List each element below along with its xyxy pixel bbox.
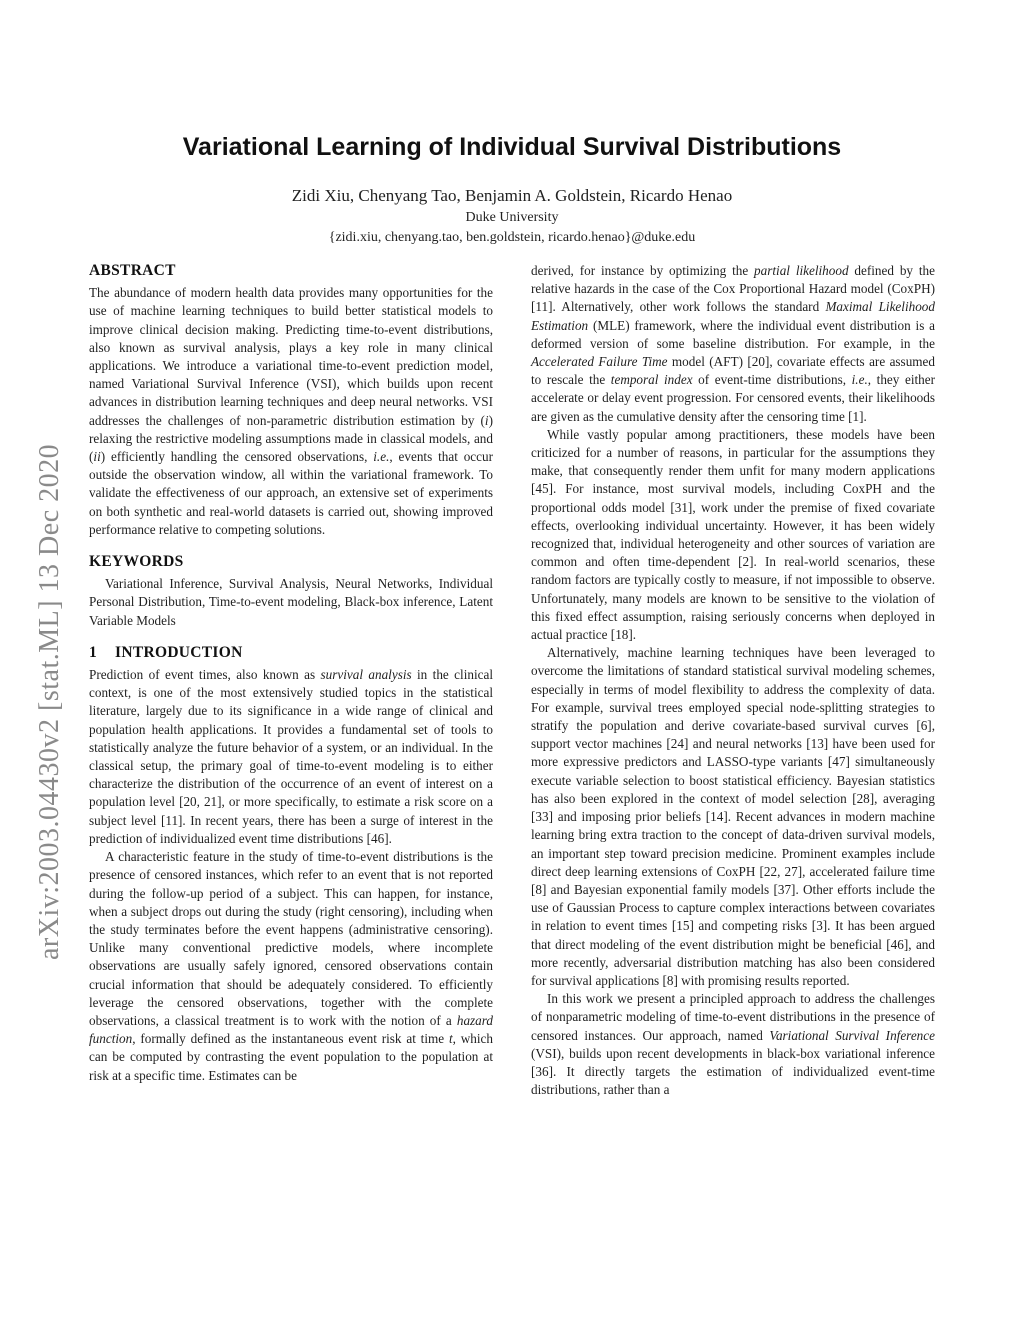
- intro-heading: [89, 644, 493, 662]
- right-paragraph-1: derived, for instance by optimizing the partial likelihood defined by the relative hazards in the case of the Cox Proportional Hazard model (CoxPH) [11]. Alternatively, other work follows the standard Maximal Likelihood Estimation (MLE) framework, where the individual event distribution is a deformed version of some baseline distribution. For example, in the Accelerated Failure Time model (AFT) [20], covariate effects are assumed to rescale the temporal index of event-time distributions, i.e., they either accelerate or delay event progression. For censored events, their likelihoods are given as the cumulative density after the censoring time [1].: [531, 263, 935, 424]
- right-paragraph-4: In this work we present a principled approach to address the challenges of nonparametric modeling of time-to-event distributions in the presence of censored instances. Our approach, named Variational Survival Inference (VSI), builds upon recent developments in black-box variational inference [36]. It directly targets the estimation of individualized event-time distributions, rather than a: [531, 991, 935, 1098]
- abstract-text: The abundance of modern health data provides many opportunities for the use of machine learning techniques to build better statistical models to improve clinical decision making. Predicting time-to-event distributions, also known as survival analysis, plays a key role in many clinical applications. We introduce a variational time-to-event prediction model, named Variational Survival Inference (VSI), which builds upon recent advances in distribution learning techniques and deep neural networks. VSI addresses the challenges of non-parametric distribution estimation by (i) relaxing the restrictive modeling assumptions made in classical models, and (ii) efficiently handling the censored observations, i.e., events that occur outside the observation window, all within the variational framework. To validate the effectiveness of our approach, an extensive set of experiments on both synthetic and real-world datasets is carried out, showing improved performance relative to competing solutions.: [89, 285, 493, 537]
- section-title: INTRODUCTION: [115, 643, 243, 661]
- left-column: [89, 262, 493, 1085]
- intro-paragraph-2: A characteristic feature in the study of time-to-event distributions is the presence of censored instances, which refer to an event that is not reported during the follow-up period of a subject. This can happen, for instance, when a subject drops out during the study (right censoring), including when the study terminates before the event happens (administrative censoring). Unlike many conventional predictive models, where incomplete observations are usually safely ignored, censored observations contain crucial information that should be adequately considered. To efficiently leverage the censored observations, together with the complete observations, a classical treatment is to work with the notion of a hazard function, formally defined as the instantaneous event risk at time t, which can be computed by contrasting the event population to the population at risk at a specific time. Estimates can be: [89, 849, 493, 1083]
- paper-title: Variational Learning of Individual Survival Distributions: [182, 133, 842, 161]
- section-number: 1: [89, 643, 98, 661]
- abstract-heading: ABSTRACT: [89, 262, 176, 279]
- right-paragraph-2: While vastly popular among practitioners, these models have been criticized for a number of reasons, in particular for the assumptions they make, that consequently render them unfit for many modern applications [45]. For instance, most survival models, including CoxPH and the proportional odds model [31], work under the premise of fixed covariate effects, overlooking individual uncertainty. However, it has been widely recognized that, individual heterogeneity and other sources of variation are common and often time-dependent [2]. In real-world scenarios, these random factors are typically costly to measure, if not impossible to observe. Unfortunately, many models are known to be sensitive to the violation of this fixed effect assumption, raising seriously concerns when deployed in actual practice [18].: [531, 426, 935, 643]
- author-list: Zidi Xiu, Chenyang Tao, Benjamin A. Goldstein, Ricardo Henao: [291, 186, 733, 205]
- keywords-text: Variational Inference, Survival Analysis, Neural Networks, Individual Personal Distribution, Time-to-event modeling, Black-box inference, Latent Variable Models: [89, 576, 493, 628]
- right-column: [531, 262, 935, 1099]
- keywords-heading: KEYWORDS: [89, 553, 184, 571]
- author-emails[interactable]: {zidi.xiu, chenyang.tao, ben.goldstein, ricardo.henao}@duke.edu: [328, 230, 696, 245]
- right-paragraph-3: Alternatively, machine learning techniques have been leveraged to overcome the limitations of standard statistical survival modeling schemes, especially in terms of model flexibility to address the complexity of data. For example, survival trees employed special node-splitting strategies to stratify the population and derive covariate-based survival curves [6], support vector machines [24] and neural networks [13] have been used for more expressive predictors and LASSO-type variants [47] simultaneously execute variable selection to boost statistical efficiency. Bayesian statistics has also been explored in the context of model selection [28], averaging [33] and imposing prior beliefs [14]. Recent advances in modern machine learning bring extra traction to the concept of data-driven survival models, an important step toward precision medicine. Prominent examples include direct deep learning extensions of CoxPH [22, 27], accelerated failure time [8] and Bayesian exponential family models [37]. Other efforts include the use of Gaussian Process to capture complex interactions between covariates in relation to event times [15] and competing risks [3]. It has been argued that direct modeling of the event distribution might be beneficial [46], and more recently, adversarial distribution matching has also been considered for survival applications [8] with promising results reported.: [531, 645, 935, 988]
- arxiv-stamp[interactable]: arXiv:2003.04430v2 [stat.ML] 13 Dec 2020: [34, 443, 65, 960]
- affiliation: Duke University: [465, 210, 559, 225]
- intro-paragraph-1: Prediction of event times, also known as survival analysis in the clinical context, is one of the most extensively studied topics in the statistical literature, largely due to its significance in a wide range of clinical and population health applications. It provides a fundamental set of tools to statistically analyze the future behavior of a system, or an individual. In the classical setup, the primary goal of time-to-event modeling is to either characterize the distribution of the occurrence of an event of interest on a population level [20, 21], or more specifically, to estimate a risk score on a subject level [11]. In recent years, there has been a surge of interest in the prediction of individualized event time distributions [46].: [89, 667, 493, 846]
